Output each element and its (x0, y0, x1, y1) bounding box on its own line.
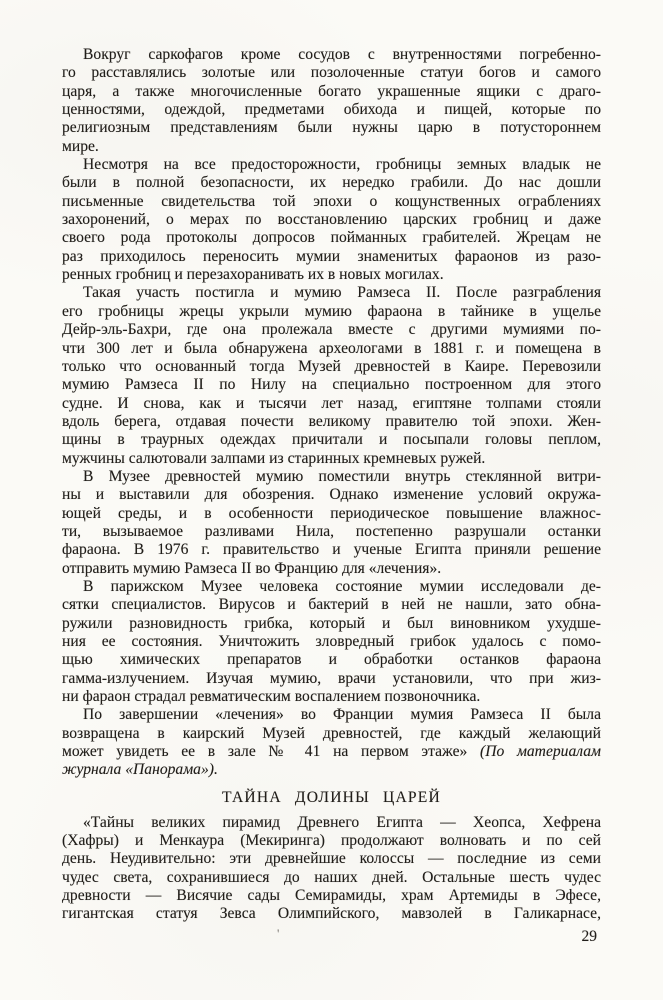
text-line (62, 321, 601, 339)
text-line (62, 560, 601, 578)
text-run: Такая участь постигла и мумию Рамзеса II. После разграбления (83, 284, 601, 302)
text-line (62, 248, 601, 266)
text-line (62, 119, 601, 137)
text-run: своего рода протоколы допросов пойманных грабителей. Жрецам не (62, 229, 601, 247)
text-line (62, 46, 601, 64)
text-run-italic: (По материалам (480, 743, 601, 761)
text-run: его гробницы жрецы укрыли мумию фараона в тайнике в ущелье (62, 302, 601, 320)
text-run: Вокруг саркофагов кроме сосудов с внутренностями погребенно- (83, 46, 601, 63)
paragraph (62, 284, 601, 467)
text-line (62, 211, 601, 229)
text-run: чудес света, сохранившиеся до наших дней. Остальные шесть чудес (62, 868, 601, 886)
text-line (62, 814, 601, 832)
text-line (62, 138, 601, 156)
text-line (62, 193, 601, 211)
text-run: ны и выставили для обозрения. Однако изменение условий окружа- (62, 486, 601, 504)
text-line (62, 850, 601, 868)
text-line (62, 615, 601, 633)
text-run: гигантская статуя Зевса Олимпийского, мавзолей в Галикарнасе, (62, 905, 601, 923)
paragraph (62, 156, 601, 284)
body-paragraphs-after-heading (62, 814, 601, 924)
text-run: ни фараон страдал ревматическим воспалением позвоночника. (62, 688, 481, 706)
paragraph (62, 706, 601, 779)
text-line (62, 887, 601, 905)
text-run: щины в траурных одеждах причитали и посыпали головы пеплом, (62, 431, 601, 449)
text-run: В парижском Музее человека состояние мумии исследовали де- (83, 577, 601, 595)
text-run: может увидеть ее в зале № 41 на первом этаже» (62, 743, 480, 761)
text-run: щью химических препаратов и обработки останков фараона (62, 651, 601, 669)
text-block (62, 46, 601, 924)
text-line (62, 174, 601, 192)
text-run: гамма-излучением. Изучая мумию, врачи установили, что при жиз- (62, 669, 601, 687)
text-run: (Хафры) и Менкаура (Мекиринга) продолжают волновать и по сей (62, 832, 601, 850)
text-run: мумию Рамзеса II по Нилу на специально построенном для этого (62, 376, 601, 394)
text-line (62, 505, 601, 523)
text-line (62, 83, 601, 101)
text-line (62, 688, 601, 706)
text-run: царя, а также многочисленные богато украшенные ящики с драго- (62, 82, 601, 100)
text-run: Несмотря на все предосторожности, гробницы земных владык не (83, 156, 601, 174)
text-run: ющей среды, и в особенности периодическое повышение влажнос- (62, 504, 601, 522)
text-line (62, 101, 601, 119)
text-run: ти, вызываемое разливами Нила, постепенно разрушали останки (62, 522, 601, 540)
text-run: судне. И снова, как и тысячи лет назад, египтяне толпами стояли (62, 394, 601, 412)
text-line (62, 468, 601, 486)
paragraph (62, 468, 601, 578)
page-number: 29 (581, 928, 597, 945)
text-line (62, 64, 601, 82)
text-run-italic: журнала «Панорама»). (62, 761, 218, 779)
text-line (62, 376, 601, 394)
text-run: вдоль берега, отдавая почести великому правителю той эпохи. Жен- (62, 412, 601, 430)
text-run: возвращена в каирский Музей древностей, где каждый желающий (62, 724, 601, 742)
text-line (62, 541, 601, 559)
text-line (62, 413, 601, 431)
text-run: сятки специалистов. Вирусов и бактерий в ней не нашли, зато обна- (62, 596, 601, 614)
section-heading: ТАЙНА ДОЛИНЫ ЦАРЕЙ (222, 788, 441, 806)
text-line (62, 486, 601, 504)
text-line (62, 578, 601, 596)
text-line (62, 670, 601, 688)
text-run: день. Неудивительно: эти древнейшие колоссы — последние из семи (62, 850, 601, 868)
text-run: мужчины салютовали залпами из старинных кремневых ружей. (62, 449, 486, 467)
text-line (62, 706, 601, 724)
text-line (62, 633, 601, 651)
text-run: В Музее древностей мумию поместили внутрь стеклянной витри- (83, 467, 601, 485)
text-run: захоронений, о мерах по восстановлению царских гробниц и даже (62, 211, 601, 229)
text-run: были в полной безопасности, их нередко грабили. До нас дошли (62, 174, 601, 192)
text-line (62, 431, 601, 449)
text-line (62, 523, 601, 541)
text-run: «Тайны великих пирамид Древнего Египта — Хеопса, Хефрена (83, 813, 601, 831)
text-line (62, 266, 601, 284)
text-line (62, 596, 601, 614)
text-line (62, 358, 601, 376)
text-run: религиозным представлениям были нужны царю в потустороннем (62, 119, 601, 137)
text-line (62, 450, 601, 468)
text-line (62, 761, 601, 779)
text-run: го расставлялись золотые или позолоченные статуи богов и самого (62, 64, 601, 82)
text-run: ценностями, одеждой, предметами обихода и пищей, которые по (62, 101, 601, 119)
body-paragraphs (62, 46, 601, 780)
text-run: чти 300 лет и была обнаружена археологами в 1881 г. и помещена в (62, 339, 601, 357)
text-line (62, 725, 601, 743)
text-line (62, 284, 601, 302)
text-run: Дейр-эль-Бахри, где она пролежала вместе с другими мумиями по- (62, 321, 601, 339)
text-line (62, 303, 601, 321)
text-line (62, 869, 601, 887)
text-run: ния ее состояния. Уничтожить зловредный грибок удалось с помо- (62, 633, 601, 650)
text-run: отправить мумию Рамзеса II во Францию для «лечения». (62, 559, 442, 577)
text-run: фараона. В 1976 г. правительство и ученые Египта приняли решение (62, 541, 601, 559)
text-run: ренных гробниц и перезахоранивать их в новых могилах. (62, 266, 444, 284)
text-run: ружили разновидность грибка, который и был виновником ухудше- (62, 614, 601, 632)
text-run: мире. (62, 137, 99, 155)
text-run: письменные свидетельства той эпохи о кощунственных ограблениях (62, 192, 601, 210)
text-run: По завершении «лечения» во Франции мумия Рамзеса II была (83, 706, 601, 724)
paragraph (62, 46, 601, 156)
text-line (62, 651, 601, 669)
text-line (62, 340, 601, 358)
scan-artifact-mark: ' (277, 926, 280, 941)
text-line (62, 156, 601, 174)
text-line (62, 743, 601, 761)
text-run: только что основанный тогда Музей древностей в Каире. Перевозили (62, 357, 601, 375)
text-line (62, 229, 601, 247)
paragraph (62, 578, 601, 706)
text-line (62, 832, 601, 850)
text-run: древности — Висячие сады Семирамиды, храм Артемиды в Эфесе, (62, 887, 601, 905)
text-line (62, 395, 601, 413)
text-run: раз приходилось переносить мумии знаменитых фараонов из разо- (62, 247, 601, 265)
paragraph (62, 814, 601, 924)
text-line (62, 905, 601, 923)
